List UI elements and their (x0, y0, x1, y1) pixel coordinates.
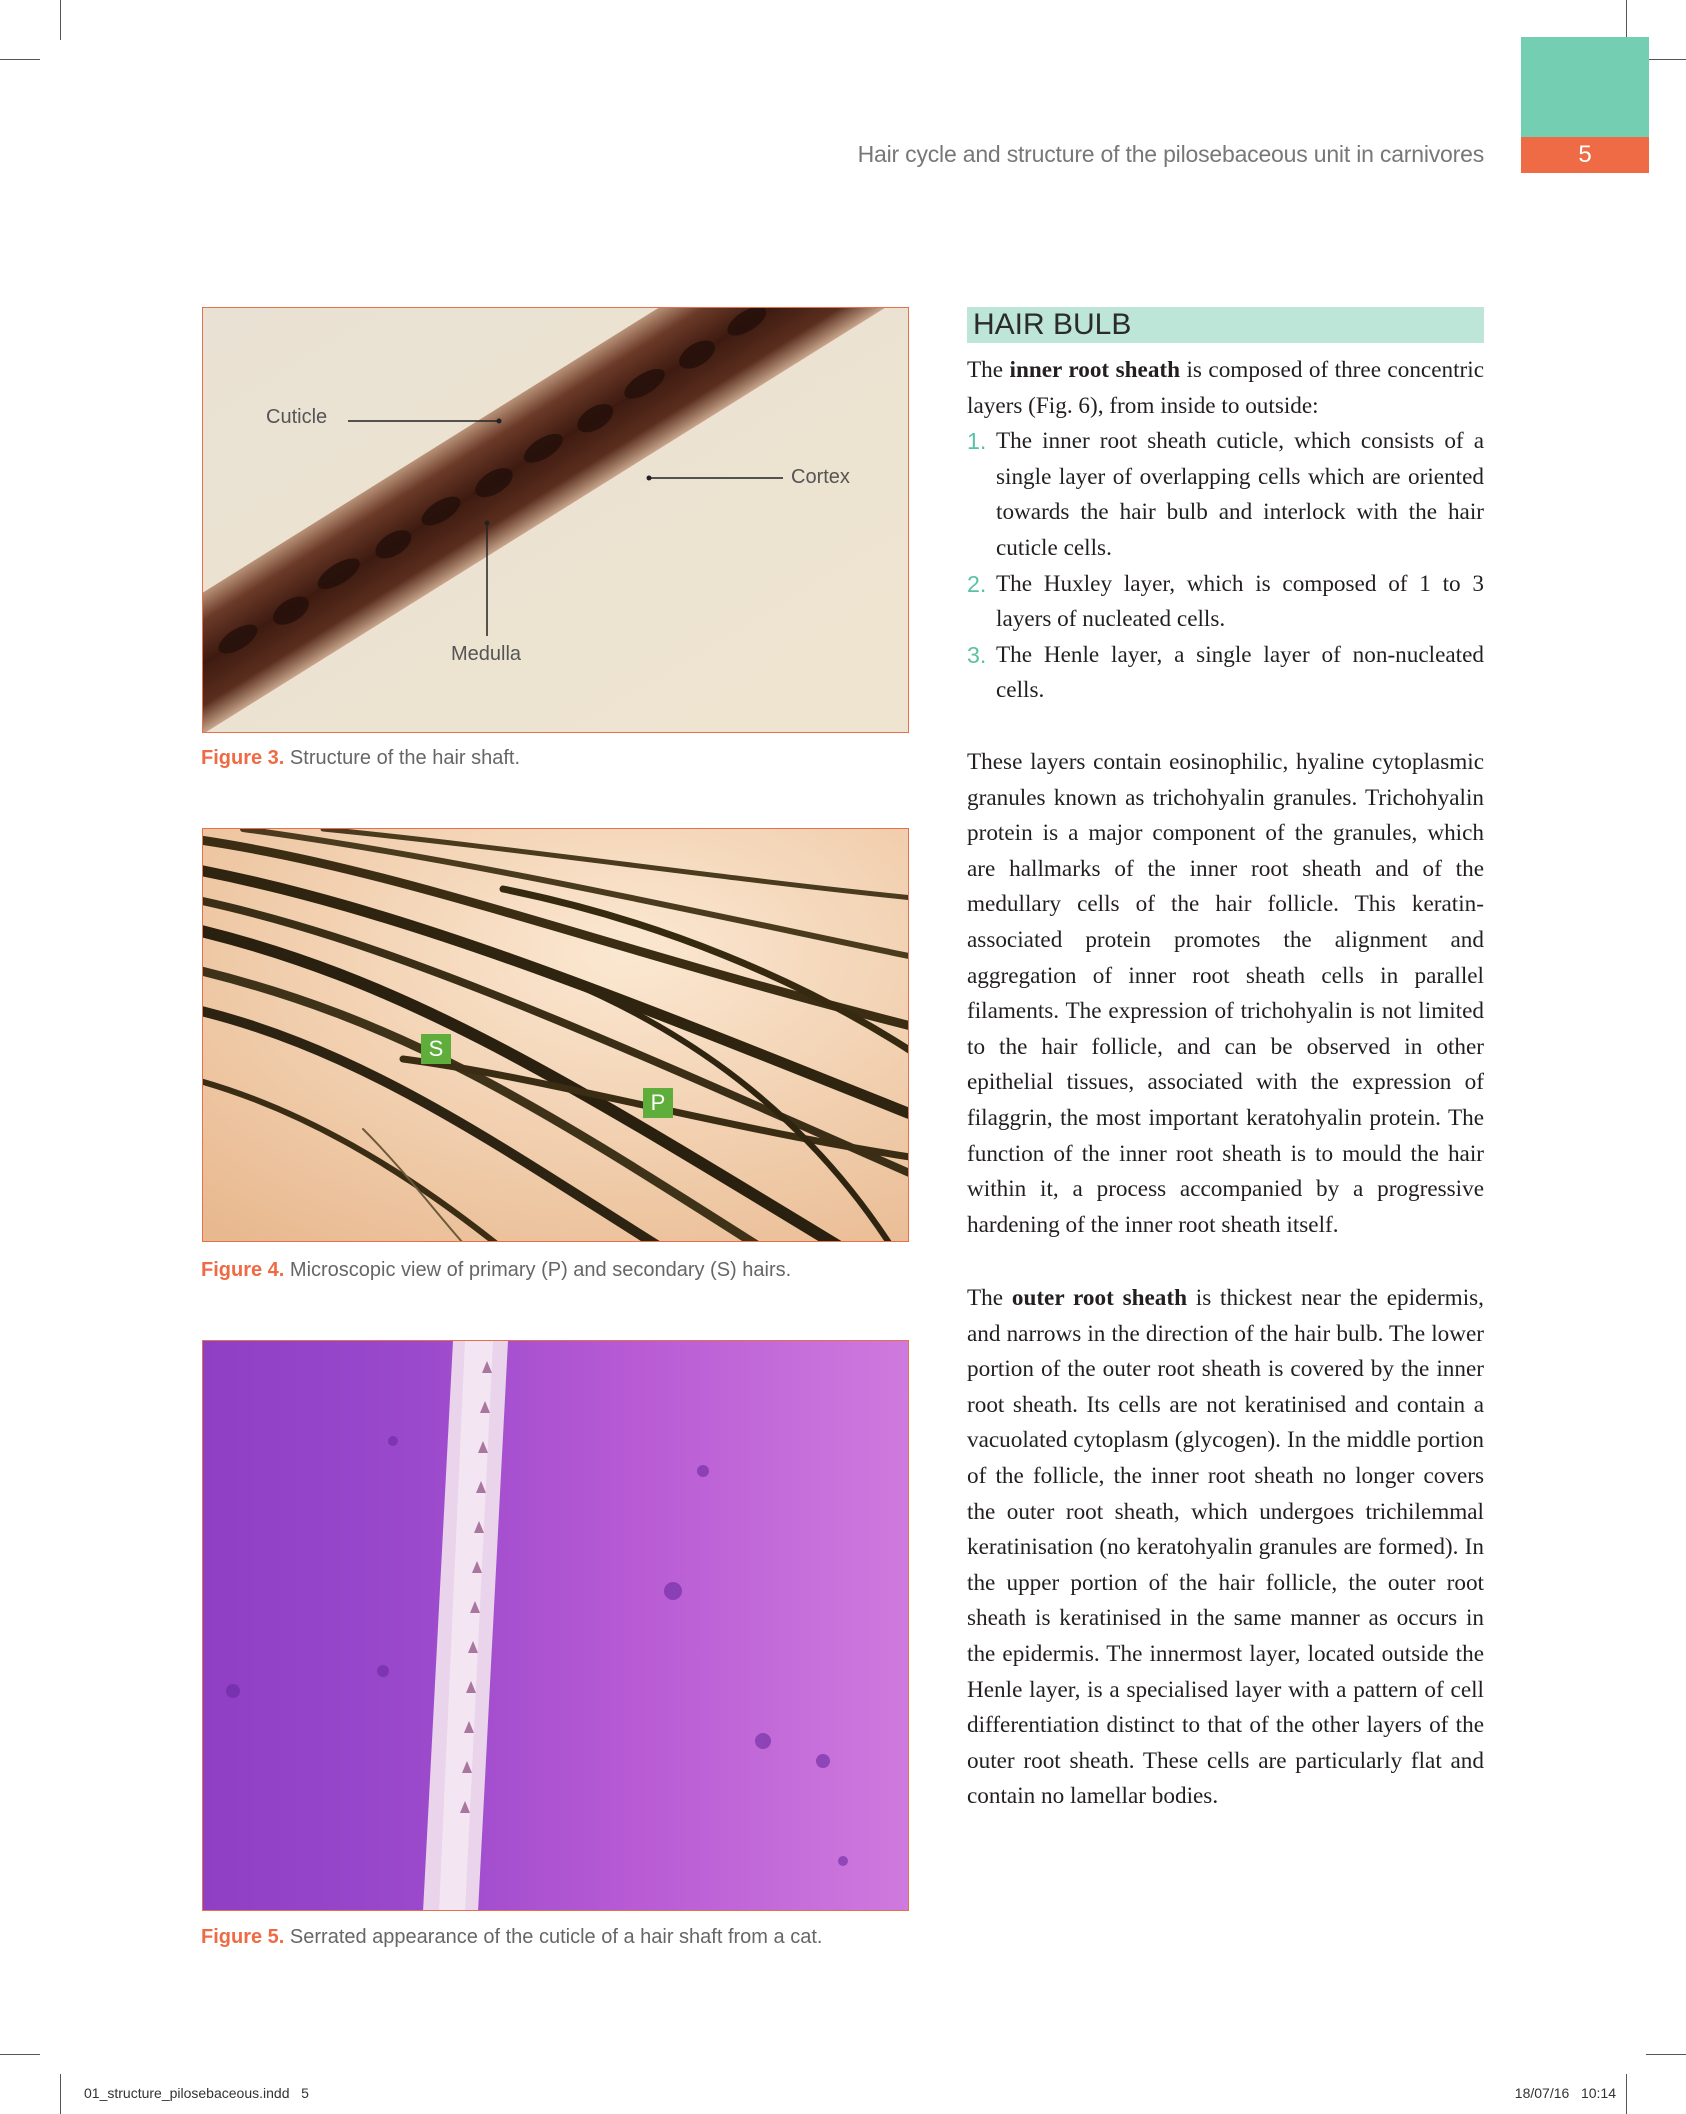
list-number: 1. (967, 428, 987, 455)
outer-root-sheath-paragraph (967, 1281, 1484, 1815)
list-number: 2. (967, 570, 987, 597)
para3-bold: outer root sheath (1011, 1285, 1187, 1311)
figure-5-image (202, 1340, 909, 1911)
figure-5-caption (201, 1926, 822, 1949)
list-text: The inner root sheath cuticle, which consists of a single layer of overlapping cells which are oriented towards the hair bulb and interlock with the hair cuticle cells. (996, 428, 1484, 561)
crop-mark (1626, 0, 1627, 40)
crop-mark (60, 2074, 61, 2114)
figure-5-caption-text: Serrated appearance of the cuticle of a hair shaft from a cat. (284, 1926, 823, 1948)
figure-3-caption-text: Structure of the hair shaft. (284, 747, 521, 769)
intro-post: is composed of three concentric layers (Fig. 6), from inside to outside: (967, 357, 1484, 419)
page-tab (1521, 37, 1649, 137)
label-cortex: Cortex (791, 466, 850, 488)
para3-post: is thickest near the epidermis, and narrows in the direction of the hair bulb. The lower portion of the outer root sheath is covered by the inner root sheath. Its cells are not keratinised and contain a vacuolated cytoplasm (glycogen). In the middle portion of the follicle, the inner root sheath no longer covers the outer root sheath, which undergoes trichilemmal keratinisation (no keratohyalin granules are formed). In the upper portion of the hair follicle, the outer root sheath is keratinised in the same manner as occurs in the epidermis. The innermost layer, located outside the Henle layer, is a specialised layer with a pattern of cell differentiation distinct to that of the other layers of the outer root sheath. These cells are particularly flat and contain no lamellar bodies. (967, 1285, 1484, 1810)
crop-mark (1646, 2054, 1686, 2055)
figure-5-number: Figure 5. (201, 1926, 285, 1948)
figure-3-number: Figure 3. (201, 747, 285, 769)
list-number: 3. (967, 641, 987, 668)
footer-date: 18/07/16 10:14 (1514, 2085, 1616, 2101)
crop-mark (60, 0, 61, 40)
list-item (967, 638, 1484, 709)
label-secondary-hair: S (421, 1034, 451, 1064)
crop-mark (0, 2054, 40, 2055)
figure-4-caption (201, 1259, 791, 1282)
list-text: The Huxley layer, which is composed of 1 to 3 layers of nucleated cells. (996, 570, 1484, 633)
paragraph-3 (967, 1281, 1484, 1815)
label-medulla: Medulla (451, 643, 522, 665)
intro-pre: The (967, 357, 1010, 383)
para3-pre: The (967, 1285, 1012, 1311)
list-item (967, 567, 1484, 638)
running-header: Hair cycle and structure of the pilosebaceous unit in carnivores (857, 141, 1484, 167)
figure-4-number: Figure 4. (201, 1259, 285, 1281)
figure-4-caption-text: Microscopic view of primary (P) and secondary (S) hairs. (284, 1259, 792, 1281)
paragraph-2: These layers contain eosinophilic, hyaline cytoplasmic granules known as trichohyalin granules. Trichohyalin protein is a major component of the granules, which are hallmarks of the inner root sheath and of the medullary cells of the hair follicle. This keratin-associated protein promotes the alignment and aggregation of inner root sheath cells in parallel filaments. The expression of trichohyalin is not limited to the hair follicle, and can be observed in other epithelial tissues, associated with the expression of filaggrin, the most important keratohyalin protein. The function of the inner root sheath is to mould the hair within it, a process accompanied by a progressive hardening of the inner root sheath itself. (967, 749, 1484, 1238)
label-primary-hair: P (643, 1088, 673, 1118)
crop-mark (1626, 2074, 1627, 2114)
layer-list (967, 424, 1484, 709)
figure-3-image (202, 307, 909, 733)
section-heading: HAIR BULB (967, 307, 1484, 343)
trichohyalin-paragraph (967, 745, 1484, 1243)
figure-4-image (202, 828, 909, 1242)
page-number: 5 (1521, 137, 1649, 173)
crop-mark (1646, 59, 1686, 60)
crop-mark (0, 59, 40, 60)
list-item (967, 424, 1484, 566)
list-text: The Henle layer, a single layer of non-nucleated cells. (996, 641, 1484, 704)
inner-root-sheath-text (967, 353, 1484, 709)
footer-file: 01_structure_pilosebaceous.indd 5 (84, 2085, 309, 2101)
figure-3-caption (201, 747, 520, 770)
label-cuticle: Cuticle (266, 406, 328, 428)
intro-paragraph (967, 353, 1484, 424)
intro-bold: inner root sheath (1009, 357, 1181, 383)
